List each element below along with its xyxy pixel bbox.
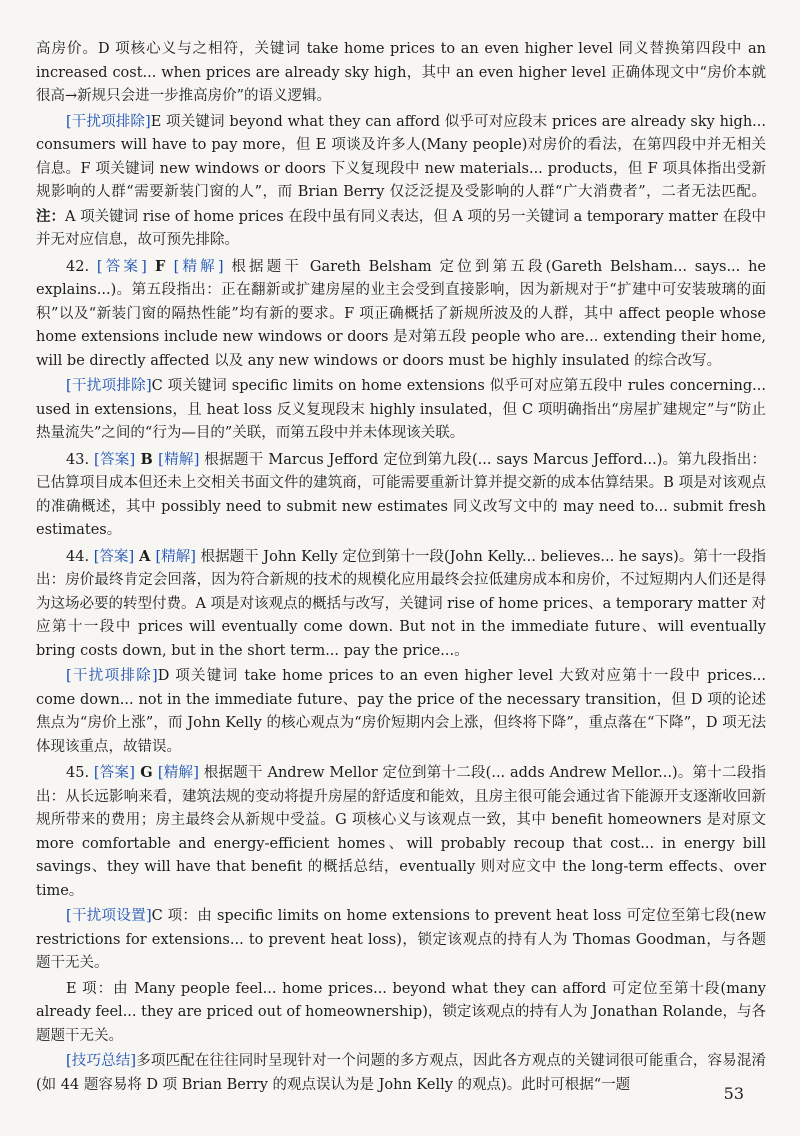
bold-text: G [134,764,158,781]
answer-tag: [答案] [93,451,136,468]
paragraph-p1 [36,38,766,109]
section-tag: [技巧总结] [66,1053,137,1069]
paragraph-p6 [36,545,766,664]
answer-tag: [答案] [93,765,135,781]
answer-tag: [答案] [93,548,135,565]
text-run: 42. [66,258,97,275]
section-tag: [干扰项设置] [66,908,152,924]
text-run: E 项关键词 beyond what they can afford 似乎可对应段末 prices are already sky high... consumers will have to pay more，但 E 项谈及许多人(Many people)对房价的看法，在第四段中并无相关信息。F 项关键词 new windows or doors 下义复现段中 new materials... products，但 F 项具体指出受新规影响的人群“需要新装门窗的人”，而 Brian Berry 仅泛泛提及受影响的人群“广大消费者”，二者无法匹配。 [36,113,766,200]
text-run: 高房价。D 项核心义与之相符，关键词 take home prices to an even higher level 同义替换第四段中 an increased cost... when prices are already sky high，其中 an even higher level 正确体现文中“房价本就很高→新规只会进一步推高房价”的语义逻辑。 [36,41,766,104]
answer-explanations [36,38,766,1099]
text-run: 43. [66,451,94,468]
text-run: 45. [66,765,94,781]
text-run: C 项关键词 specific limits on home extensions 似乎可对应第五段中 rules concerning... used in extensions，且 heat loss 反义复现段末 highly insulated，但 C 项明确指出“房屋扩建规定”与“防止热量流失”之间的“行为—目的”关联，而第五段中并未体现该关联。 [36,378,766,441]
answer-tag: [精解] [157,765,199,781]
answer-tag: [精解] [158,451,200,468]
text-run: 根据题干 Andrew Mellor 定位到第十二段(... adds Andrew Mellor...)。第十二段指出：从长远影响来看，建筑法规的变动将提升房屋的舒适度和能效，且房主很可能会通过省下能源开支逐渐收回新规所带来的费用；房主最终会从新规中受益。G 项核心义与该观点一致，其中 benefit homeowners 是对原文 more comfortable and energy-efficient homes、will probably recoup that cost... in energy bill savings、they will have that benefit 的概括总结，eventually 则对应文中 the long-term effects、over time。 [36,765,766,899]
text-run: 多项匹配在往往同时呈现针对一个问题的多方观点，因此各方观点的关键词很可能重合，容易混淆(如 44 题容易将 D 项 Brian Berry 的观点误认为是 John Kelly 的观点)。此时可根据“一题 [36,1053,766,1093]
paragraph-p5 [36,448,766,543]
paragraph-p8 [36,761,766,903]
bold-text: 注： [36,207,66,225]
paragraph-p2 [36,111,766,253]
paragraph-p9 [36,905,766,976]
text-run: 根据题干 John Kelly 定位到第十一段(John Kelly... believes... he says)。第十一段指出：房价最终肯定会回落，因为符合新规的技术的规模化应用最终会拉低建房成本和房价，不过短期内人们还是得为这场必要的转型付费。A 项是对该观点的概括与改写，关键词 rise of home prices、a temporary matter 对应第十一段中 prices will eventually come down. But not in the immediate future、will eventually bring costs down, but in the short term... pay the price...。 [36,548,766,659]
text-run: 根据题干 Gareth Belsham 定位到第五段(Gareth Belsham... says... he explains...)。第五段指出：正在翻新或扩建房屋的业主会受到直接影响，因为新规对于“扩建中可安装玻璃的面积”以及“新装门窗的隔热性能”均有新的要求。F 项正确概括了新规所波及的人群，其中 affect people whose home extensions include new windows or doors 是对第五段 people who are... extending their home, will be directly affected 以及 any new windows or doors must be highly insulated 的综合改写。 [36,258,767,369]
section-tag: [干扰项排除] [66,378,152,394]
bold-text: B [135,450,159,468]
text-run: D 项关键词 take home prices to an even higher level 大致对应第十一段中 prices... come down... not in the immediate future、pay the price of the necessary transition，但 D 项的论述焦点为“房价上涨”，而 John Kelly 的核心观点为“房价短期内会上涨，但终将下降”，重点落在“下降”，D 项无法体现该重点，故错误。 [36,668,766,755]
answer-tag: [精解] [173,258,224,275]
paragraph-p11 [36,1050,766,1097]
answer-tag: [答案] [96,258,147,275]
bold-text: A [134,547,156,565]
page-number: 53 [723,1084,744,1103]
section-tag: [干扰项排除] [66,113,151,130]
text-run: E 项：由 Many people feel... home prices... beyond what they can afford 可定位至第十段(many already feel... they are priced out of homeownership)，锁定该观点的持有人为 Jonathan Rolande，与各题题干无关。 [36,980,766,1044]
text-run: C 项：由 specific limits on home extensions to prevent heat loss 可定位至第七段(new restrictions for extensions... to prevent heat loss)，锁定该观点的持有人为 Thomas Goodman，与各题题干无关。 [36,908,766,971]
text-run: 44. [66,548,94,565]
bold-text: F [146,257,174,275]
paragraph-p7 [36,665,766,759]
text-run: 根据题干 Marcus Jefford 定位到第九段(... says Marcus Jefford...)。第九段指出：已估算项目成本但还未上交相关书面文件的建筑商，可能需要重新计算并提交新的成本估算结果。B 项是对该观点的准确概述，其中 possibly need to submit new estimates 同义改写文中的 may need to... submit fresh estimates。 [36,451,766,538]
paragraph-p3 [36,255,766,374]
paragraph-p10 [36,978,766,1049]
answer-tag: [精解] [155,548,196,565]
text-run: A 项关键词 rise of home prices 在段中虽有同义表达，但 A 项的另一关键词 a temporary matter 在段中并无对应信息，故可预先排除。 [36,208,767,248]
section-tag: [干扰项排除] [66,668,158,684]
paragraph-p4 [36,375,766,446]
